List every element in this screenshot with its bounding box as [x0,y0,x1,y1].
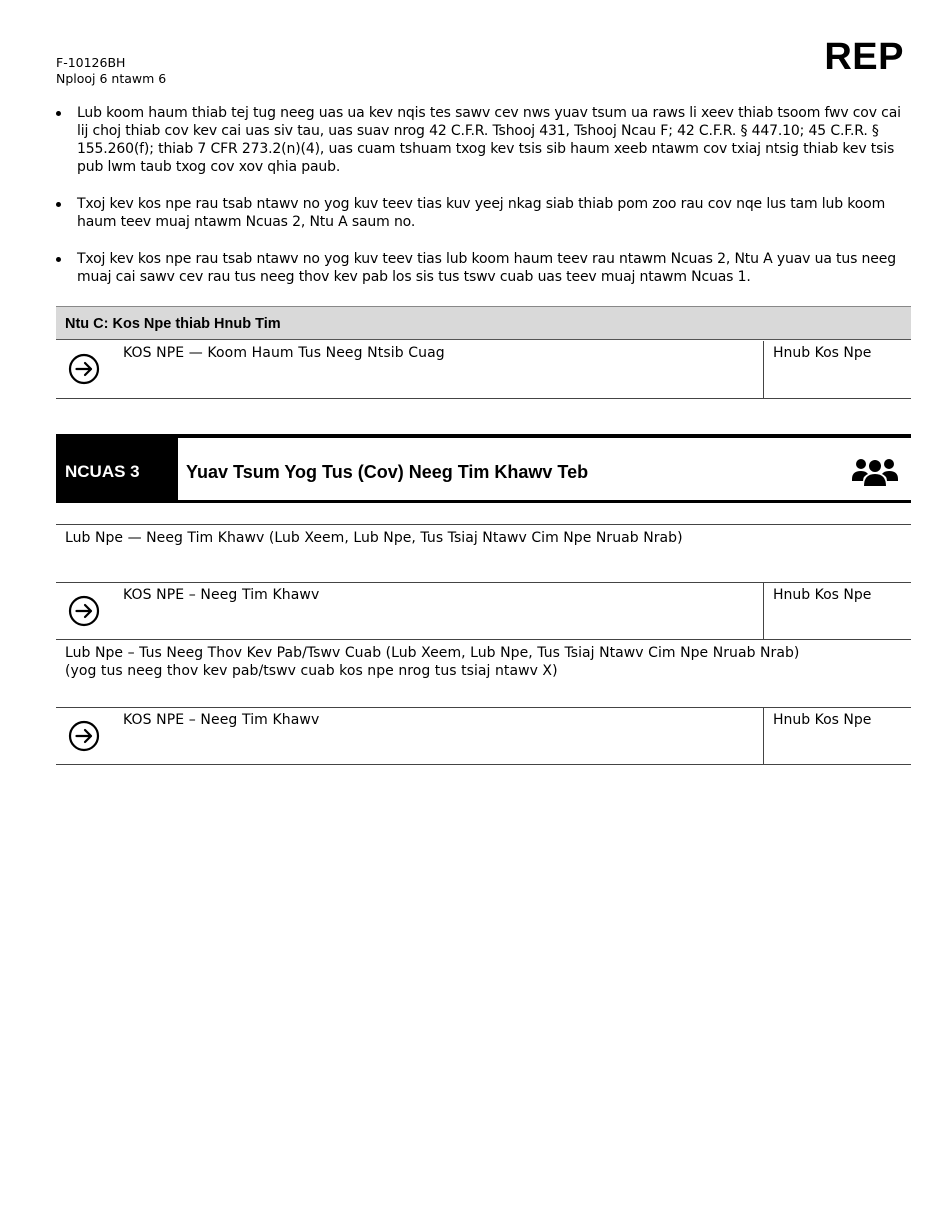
witness-name-label: Lub Npe — Neeg Tim Khawv (Lub Xeem, Lub Npe, Tus Tsiaj Ntawv Cim Npe Nruab Nrab) [65,530,683,546]
section-c-header [56,306,911,340]
date-label: Hnub Kos Npe [773,712,872,728]
agency-signature-date-field[interactable] [763,341,911,398]
list-item [56,195,902,231]
list-item [56,104,902,176]
agency-signature-row [56,341,911,399]
date-label: Hnub Kos Npe [773,587,872,603]
member-name-label: Lub Npe – Tus Neeg Thov Kev Pab/Tswv Cuab (Lub Xeem, Lub Npe, Tus Tsiaj Ntawv Cim Npe Nruab Nrab) [65,645,800,661]
witness-name-field[interactable] [56,524,911,582]
rep-badge: REP [824,36,904,78]
bullet-text: Lub koom haum thiab tej tug neeg uas ua kev nqis tes sawv cev nws yuav tsum ua raws li xeev thiab tsoom fwv cov cai lij choj thiab cov kev cai uas siv tau, uas suav nrog 42 C.F.R. Tshooj 431, Tshooj Ncau F; 42 C.F.R. § 447.10; 45 C.F.R. § 155.260(f); thiab 7 CFR 273.2(n)(4), uas cuam tshuam txog kev tsis sib haum xeeb ntawm cov txiaj ntsig thiab kev tsis pub lwm taub txog cov xov qhia paub. [77,105,901,175]
section-3-header [56,434,911,503]
witness-signature-row-2 [56,707,911,765]
witness-signature-date-field-2[interactable] [763,708,911,764]
section-3-title: Yuav Tsum Yog Tus (Cov) Neeg Tim Khawv Teb [186,462,589,482]
witness-signature-field[interactable]: KOS NPE – Neeg Tim Khawv [123,587,320,603]
witness-signature-row [56,582,911,640]
section-3-tag-label: NCUAS 3 [65,462,140,481]
page-number: Nplooj 6 ntawm 6 [56,71,167,86]
member-name-note: (yog tus neeg thov kev pab/tswv cuab kos npe nrog tus tsiaj ntawv X) [65,663,558,679]
section-3-tag [56,438,178,500]
form-id: F-10126BH [56,55,126,70]
bullet-dot [56,257,61,262]
bullet-text: Txoj kev kos npe rau tsab ntawv no yog kuv teev tias kuv yeej nkag siab thiab pom zoo rau cov nqe lus tam lub koom haum teev muaj ntawm Ncuas 2, Ntu A saum no. [77,196,886,230]
date-label: Hnub Kos Npe [773,345,872,361]
section-c-title: Ntu C: Kos Npe thiab Hnub Tim [65,316,281,332]
people-group-icon [851,455,899,487]
witness-signature-field-2[interactable]: KOS NPE – Neeg Tim Khawv [123,712,320,728]
witness-signature-date-field[interactable] [763,583,911,639]
list-item [56,250,902,286]
bullet-dot [56,111,61,116]
bullet-dot [56,202,61,207]
arrow-circle-right-icon [68,720,100,752]
arrow-circle-right-icon [68,595,100,627]
agency-signature-field[interactable]: KOS NPE — Koom Haum Tus Neeg Ntsib Cuag [123,345,445,361]
bullet-text: Txoj kev kos npe rau tsab ntawv no yog kuv teev tias lub koom haum teev rau ntawm Ncuas 2, Ntu A yuav ua tus neeg muaj cai sawv cev rau tus neeg thov kev pab los sis tus tswv cuab uas teev muaj ntawm Ncuas 1. [77,251,896,285]
member-name-field[interactable] [56,640,911,707]
terms-list [56,104,902,305]
arrow-circle-right-icon [68,353,100,385]
